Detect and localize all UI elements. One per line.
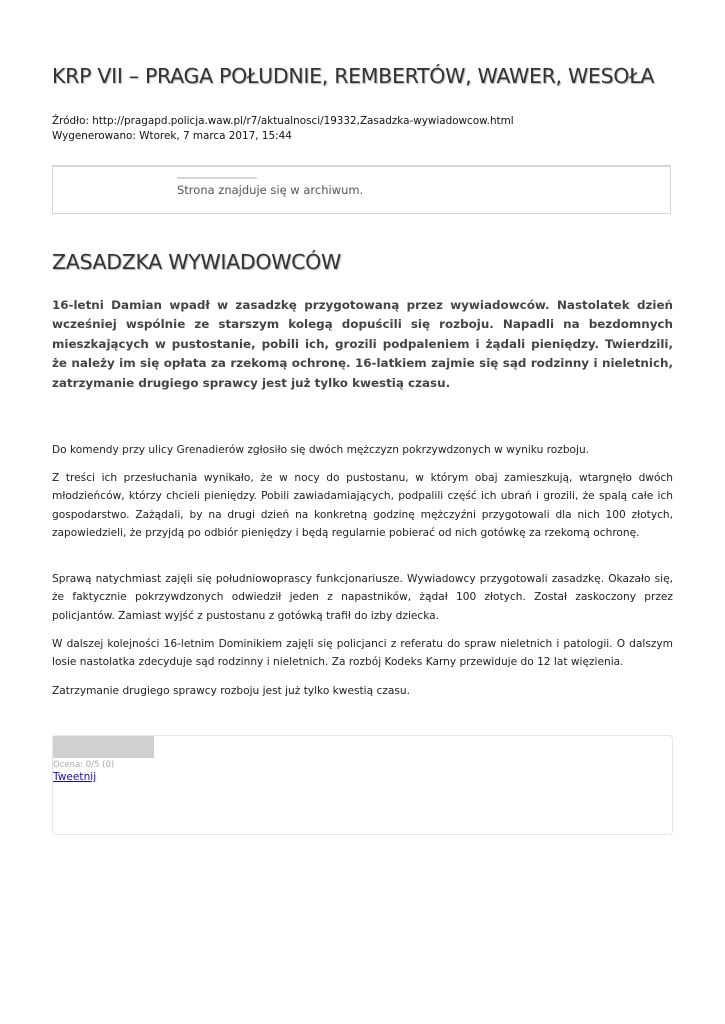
article-paragraph: W dalszej kolejności 16-letnim Dominikiem zajęli się policjanci z referatu do spraw nieletnich i patologii. O dalszym losie nastolatka zdecyduje sąd rodzinny i nieletnich. Za rozbój Kodeks Karny przewiduje do 12 lat więzienia. xyxy=(52,638,673,669)
rating-text: Ocena: 0/5 (0) xyxy=(53,760,115,770)
meta-info xyxy=(52,114,514,143)
article-paragraph: Z treści ich przesłuchania wynikało, że w nocy do pustostanu, w którym obaj zamieszkują, wtargnęło dwóch młodzieńców, którzy chcieli pieniędzy. Pobili zawiadamiających, podpalili część ich ubrań i grozili, że spalą całe ich gospodarstwo. Zażądali, by na drugi dzień na konkretną godzinę mężczyźni przygotowali dla nich 100 złotych, zapowiedzieli, że przyjdą po odbiór pieniędzy i będą regularnie pobierać od nich gotówkę za rzekomą ochronę. xyxy=(52,472,673,540)
site-title: KRP VII – PRAGA POŁUDNIE, REMBERTÓW, WAWER, WESOŁA xyxy=(52,64,655,88)
tweet-link[interactable]: Tweetnij xyxy=(53,771,97,783)
article-lead: 16-letni Damian wpadł w zasadzkę przygotowaną przez wywiadowców. Nastolatek dzień wcześniej wspólnie ze starszym kolegą dopuścili się rozboju. Napadli na bezdomnych mieszkających w pustostanie, pobili ich, grozili podpaleniem i żądali pieniędzy. Twierdzili, że należy im się opłata za rzekomą ochronę. 16-latkiem zajmie się sąd rodzinny i nieletnich, zatrzymanie drugiego sprawcy jest już tylko kwestią czasu. xyxy=(52,298,673,390)
archive-notice-text: Strona znajduje się w archiwum. xyxy=(177,183,364,197)
archive-notice-box xyxy=(52,165,671,214)
rating-stars-widget[interactable] xyxy=(53,736,154,758)
article-paragraph: Sprawą natychmiast zajęli się południowoprascy funkcjonariusze. Wywiadowcy przygotowali zasadzkę. Okazało się, że faktycznie pokrzywdzonych odwiedził jeden z napastników, żądał 100 złotych. Został zaskoczony przez policjantów. Zamiast wyjść z pustostanu z gotówką trafił do izby dziecka. xyxy=(52,573,673,622)
article-paragraph: Zatrzymanie drugiego sprawcy rozboju jest już tylko kwestią czasu. xyxy=(52,685,410,697)
generated-date: Wygenerowano: Wtorek, 7 marca 2017, 15:44 xyxy=(52,129,292,142)
article-paragraph: Do komendy przy ulicy Grenadierów zgłosiło się dwóch mężczyzn pokrzywdzonych w wyniku rozboju. xyxy=(52,444,590,456)
source-url: Źródło: http://pragapd.policja.waw.pl/r7/aktualnosci/19332,Zasadzka-wywiadowcow.html xyxy=(52,115,514,127)
article-title: ZASADZKA WYWIADOWCÓW xyxy=(52,250,341,274)
archive-divider xyxy=(177,177,257,179)
share-box xyxy=(52,735,673,835)
